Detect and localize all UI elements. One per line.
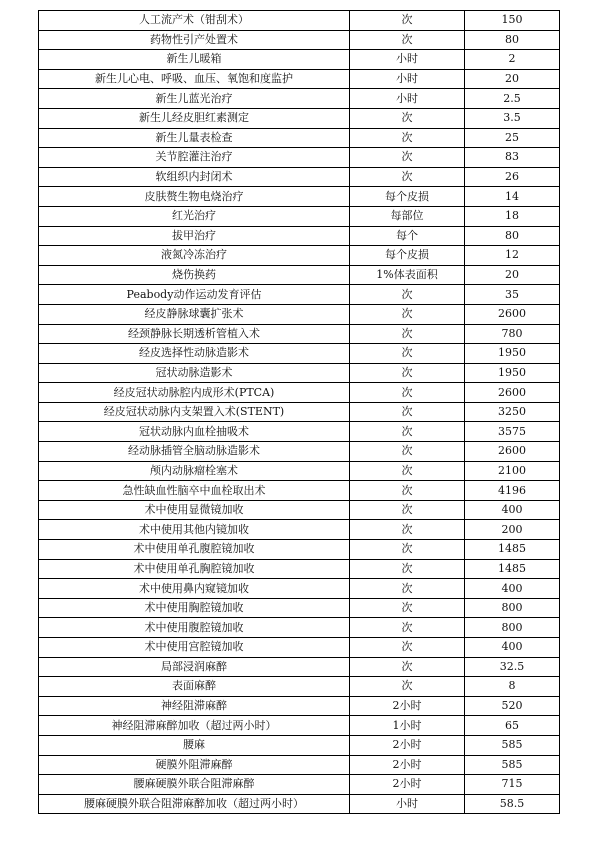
price-cell: 80 <box>465 226 560 246</box>
price-table-container <box>38 10 560 814</box>
item-name-cell: 硬膜外阻滞麻醉 <box>39 755 350 775</box>
item-name-cell: 新生儿蓝光治疗 <box>39 89 350 109</box>
table-row <box>39 226 560 246</box>
table-row <box>39 755 560 775</box>
unit-cell: 次 <box>350 363 465 383</box>
unit-cell: 次 <box>350 559 465 579</box>
price-cell: 585 <box>465 755 560 775</box>
price-cell: 65 <box>465 716 560 736</box>
price-cell: 25 <box>465 128 560 148</box>
unit-cell: 次 <box>350 442 465 462</box>
price-cell: 2.5 <box>465 89 560 109</box>
table-row <box>39 598 560 618</box>
price-cell: 20 <box>465 265 560 285</box>
item-name-cell: 术中使用单孔胸腔镜加收 <box>39 559 350 579</box>
price-cell: 1950 <box>465 344 560 364</box>
unit-cell: 次 <box>350 383 465 403</box>
table-row <box>39 735 560 755</box>
item-name-cell: 腰麻硬膜外联合阻滞麻醉加收（超过两小时） <box>39 794 350 814</box>
table-row <box>39 696 560 716</box>
item-name-cell: 红光治疗 <box>39 206 350 226</box>
unit-cell: 次 <box>350 148 465 168</box>
unit-cell: 次 <box>350 461 465 481</box>
price-cell: 58.5 <box>465 794 560 814</box>
table-row <box>39 108 560 128</box>
unit-cell: 次 <box>350 402 465 422</box>
table-row <box>39 677 560 697</box>
item-name-cell: 皮肤赘生物电烧治疗 <box>39 187 350 207</box>
table-row <box>39 167 560 187</box>
price-cell: 12 <box>465 246 560 266</box>
item-name-cell: 新生儿量表检查 <box>39 128 350 148</box>
unit-cell: 次 <box>350 324 465 344</box>
unit-cell: 次 <box>350 128 465 148</box>
price-table-body <box>39 11 560 814</box>
price-cell: 200 <box>465 520 560 540</box>
unit-cell: 每部位 <box>350 206 465 226</box>
unit-cell: 2小时 <box>350 755 465 775</box>
table-row <box>39 775 560 795</box>
table-row <box>39 11 560 31</box>
price-cell: 715 <box>465 775 560 795</box>
table-row <box>39 383 560 403</box>
price-cell: 26 <box>465 167 560 187</box>
item-name-cell: 软组织内封闭术 <box>39 167 350 187</box>
unit-cell: 1小时 <box>350 716 465 736</box>
item-name-cell: 新生儿暖箱 <box>39 50 350 70</box>
unit-cell: 次 <box>350 167 465 187</box>
item-name-cell: 经颈静脉长期透析管植入术 <box>39 324 350 344</box>
price-cell: 780 <box>465 324 560 344</box>
price-cell: 150 <box>465 11 560 31</box>
table-row <box>39 481 560 501</box>
item-name-cell: 表面麻醉 <box>39 677 350 697</box>
item-name-cell: Peabody动作运动发育评估 <box>39 285 350 305</box>
unit-cell: 小时 <box>350 50 465 70</box>
price-cell: 2 <box>465 50 560 70</box>
item-name-cell: 关节腔灌注治疗 <box>39 148 350 168</box>
table-row <box>39 148 560 168</box>
table-row <box>39 285 560 305</box>
table-row <box>39 50 560 70</box>
unit-cell: 次 <box>350 540 465 560</box>
price-cell: 18 <box>465 206 560 226</box>
unit-cell: 次 <box>350 500 465 520</box>
table-row <box>39 716 560 736</box>
table-row <box>39 30 560 50</box>
item-name-cell: 术中使用胸腔镜加收 <box>39 598 350 618</box>
unit-cell: 次 <box>350 520 465 540</box>
table-row <box>39 69 560 89</box>
unit-cell: 次 <box>350 657 465 677</box>
item-name-cell: 急性缺血性脑卒中血栓取出术 <box>39 481 350 501</box>
item-name-cell: 经皮冠状动脉腔内成形术(PTCA) <box>39 383 350 403</box>
unit-cell: 次 <box>350 108 465 128</box>
item-name-cell: 经动脉插管全脑动脉造影术 <box>39 442 350 462</box>
price-cell: 14 <box>465 187 560 207</box>
table-row <box>39 402 560 422</box>
price-cell: 585 <box>465 735 560 755</box>
item-name-cell: 烧伤换药 <box>39 265 350 285</box>
unit-cell: 小时 <box>350 794 465 814</box>
unit-cell: 每个皮损 <box>350 187 465 207</box>
item-name-cell: 新生儿经皮胆红素测定 <box>39 108 350 128</box>
price-cell: 83 <box>465 148 560 168</box>
item-name-cell: 拔甲治疗 <box>39 226 350 246</box>
price-cell: 400 <box>465 638 560 658</box>
item-name-cell: 经皮选择性动脉造影术 <box>39 344 350 364</box>
table-row <box>39 304 560 324</box>
price-cell: 35 <box>465 285 560 305</box>
item-name-cell: 药物性引产处置术 <box>39 30 350 50</box>
price-cell: 3575 <box>465 422 560 442</box>
unit-cell: 次 <box>350 285 465 305</box>
unit-cell: 次 <box>350 344 465 364</box>
unit-cell: 次 <box>350 598 465 618</box>
price-cell: 400 <box>465 500 560 520</box>
unit-cell: 次 <box>350 481 465 501</box>
item-name-cell: 神经阻滞麻醉加收（超过两小时） <box>39 716 350 736</box>
item-name-cell: 腰麻 <box>39 735 350 755</box>
table-row <box>39 344 560 364</box>
table-row <box>39 246 560 266</box>
unit-cell: 次 <box>350 304 465 324</box>
unit-cell: 次 <box>350 618 465 638</box>
table-row <box>39 559 560 579</box>
price-cell: 32.5 <box>465 657 560 677</box>
price-cell: 1485 <box>465 540 560 560</box>
unit-cell: 次 <box>350 579 465 599</box>
unit-cell: 小时 <box>350 69 465 89</box>
item-name-cell: 术中使用显微镜加收 <box>39 500 350 520</box>
unit-cell: 小时 <box>350 89 465 109</box>
table-row <box>39 265 560 285</box>
price-cell: 8 <box>465 677 560 697</box>
unit-cell: 次 <box>350 30 465 50</box>
price-cell: 80 <box>465 30 560 50</box>
table-row <box>39 324 560 344</box>
price-cell: 1950 <box>465 363 560 383</box>
price-cell: 800 <box>465 598 560 618</box>
item-name-cell: 术中使用单孔腹腔镜加收 <box>39 540 350 560</box>
item-name-cell: 局部浸润麻醉 <box>39 657 350 677</box>
table-row <box>39 187 560 207</box>
price-cell: 1485 <box>465 559 560 579</box>
price-cell: 2600 <box>465 383 560 403</box>
table-row <box>39 618 560 638</box>
table-row <box>39 461 560 481</box>
unit-cell: 次 <box>350 677 465 697</box>
item-name-cell: 新生儿心电、呼吸、血压、氧饱和度监护 <box>39 69 350 89</box>
item-name-cell: 术中使用鼻内窥镜加收 <box>39 579 350 599</box>
table-row <box>39 520 560 540</box>
unit-cell: 每个皮损 <box>350 246 465 266</box>
unit-cell: 2小时 <box>350 696 465 716</box>
price-cell: 2100 <box>465 461 560 481</box>
table-row <box>39 794 560 814</box>
unit-cell: 次 <box>350 11 465 31</box>
unit-cell: 2小时 <box>350 735 465 755</box>
item-name-cell: 液氮冷冻治疗 <box>39 246 350 266</box>
price-cell: 3250 <box>465 402 560 422</box>
item-name-cell: 经皮静脉球囊扩张术 <box>39 304 350 324</box>
unit-cell: 次 <box>350 422 465 442</box>
unit-cell: 1%体表面积 <box>350 265 465 285</box>
price-cell: 4196 <box>465 481 560 501</box>
item-name-cell: 术中使用其他内镜加收 <box>39 520 350 540</box>
table-row <box>39 657 560 677</box>
table-row <box>39 540 560 560</box>
price-cell: 20 <box>465 69 560 89</box>
table-row <box>39 422 560 442</box>
table-row <box>39 89 560 109</box>
table-row <box>39 442 560 462</box>
unit-cell: 次 <box>350 638 465 658</box>
unit-cell: 2小时 <box>350 775 465 795</box>
price-table <box>38 10 560 814</box>
table-row <box>39 638 560 658</box>
price-cell: 400 <box>465 579 560 599</box>
table-row <box>39 206 560 226</box>
item-name-cell: 冠状动脉造影术 <box>39 363 350 383</box>
item-name-cell: 冠状动脉内血栓抽吸术 <box>39 422 350 442</box>
item-name-cell: 颅内动脉瘤栓塞术 <box>39 461 350 481</box>
item-name-cell: 腰麻硬膜外联合阻滞麻醉 <box>39 775 350 795</box>
price-cell: 2600 <box>465 304 560 324</box>
table-row <box>39 579 560 599</box>
item-name-cell: 术中使用腹腔镜加收 <box>39 618 350 638</box>
price-cell: 3.5 <box>465 108 560 128</box>
unit-cell: 每个 <box>350 226 465 246</box>
item-name-cell: 神经阻滞麻醉 <box>39 696 350 716</box>
table-row <box>39 363 560 383</box>
table-row <box>39 128 560 148</box>
item-name-cell: 术中使用宫腔镜加收 <box>39 638 350 658</box>
item-name-cell: 经皮冠状动脉内支架置入术(STENT) <box>39 402 350 422</box>
price-cell: 2600 <box>465 442 560 462</box>
price-cell: 520 <box>465 696 560 716</box>
price-cell: 800 <box>465 618 560 638</box>
item-name-cell: 人工流产术（钳刮术） <box>39 11 350 31</box>
table-row <box>39 500 560 520</box>
